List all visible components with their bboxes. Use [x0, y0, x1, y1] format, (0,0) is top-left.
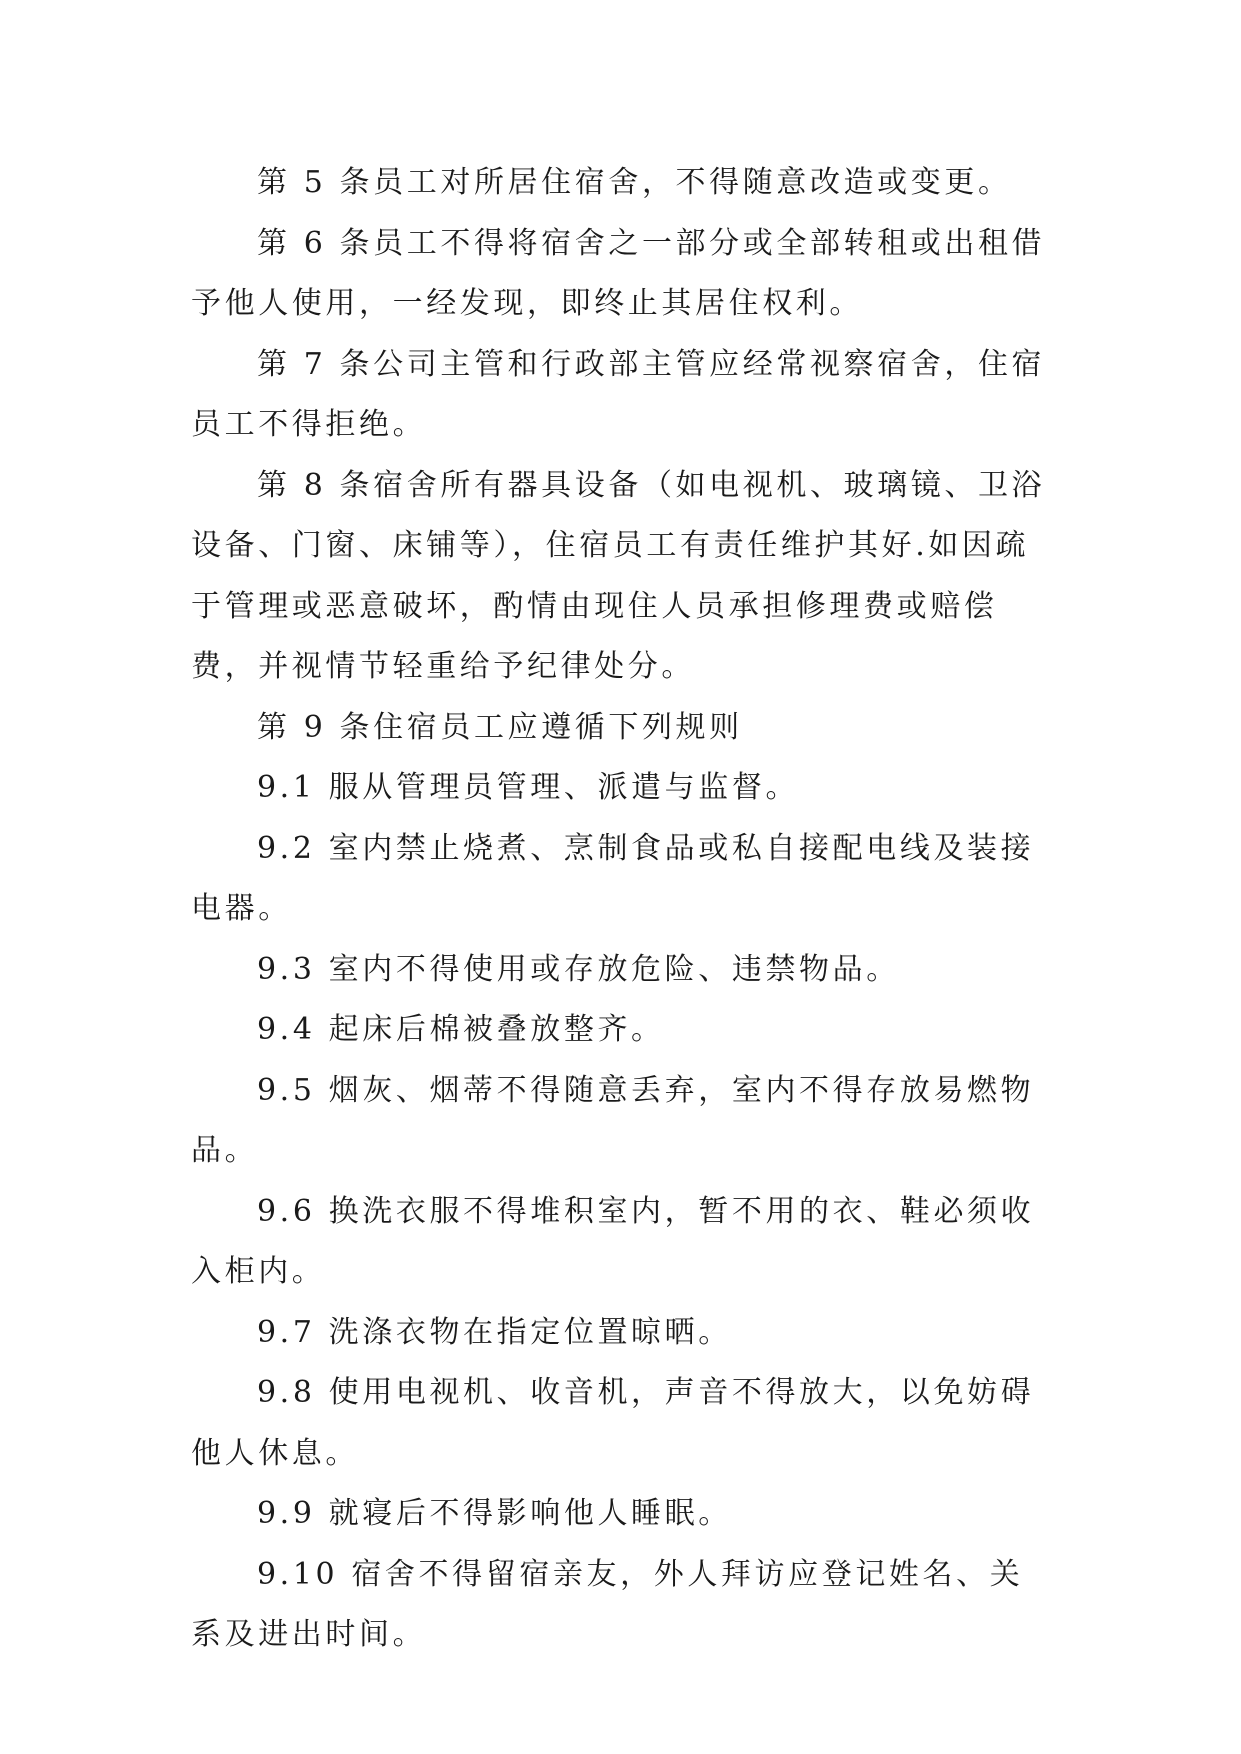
rule-9-6: 9.6 换洗衣服不得堆积室内，暂不用的衣、鞋必须收入柜内。: [191, 1193, 1035, 1289]
rule-9-3: 9.3 室内不得使用或存放危险、违禁物品。: [257, 951, 900, 987]
paragraph-article-9: 第 9 条住宿员工应遵循下列规则: [257, 709, 743, 745]
rule-9-5: 9.5 烟灰、烟蒂不得随意丢弃，室内不得存放易燃物品。: [191, 1072, 1035, 1168]
paragraph-article-5: 第 5 条员工对所居住宿舍，不得随意改造或变更。: [257, 165, 1012, 200]
rule-9-10: 9.10 宿舍不得留宿亲友，外人拜访应登记姓名、关系及进出时间。: [191, 1556, 1024, 1652]
document-body: [191, 153, 1053, 1666]
paragraph-article-8: 第 8 条宿舍所有器具设备（如电视机、玻璃镜、卫浴设备、门窗、床铺等），住宿员工有责任维护其好.如因疏于管理或恶意破坏，酌情由现住人员承担修理费或赔偿费，并视情节轻重给予纪律处分。: [191, 467, 1046, 684]
rule-9-1: 9.1 服从管理员管理、派遣与监督。: [257, 770, 800, 805]
paragraph-article-6: 第 6 条员工不得将宿舍之一部分或全部转租或出租借予他人使用，一经发现，即终止其居住权利。: [191, 225, 1046, 321]
rule-9-7: 9.7 洗涤衣物在指定位置晾晒。: [257, 1314, 732, 1350]
paragraph-article-7: 第 7 条公司主管和行政部主管应经常视察宿舍，住宿员工不得拒绝。: [191, 346, 1046, 442]
rule-9-2: 9.2 室内禁止烧煮、烹制食品或私自接配电线及装接电器。: [191, 830, 1035, 926]
rule-9-8: 9.8 使用电视机、收音机，声音不得放大，以免妨碍他人休息。: [191, 1375, 1035, 1471]
rule-9-4: 9.4 起床后棉被叠放整齐。: [257, 1012, 665, 1047]
rule-9-9: 9.9 就寝后不得影响他人睡眠。: [257, 1496, 732, 1531]
